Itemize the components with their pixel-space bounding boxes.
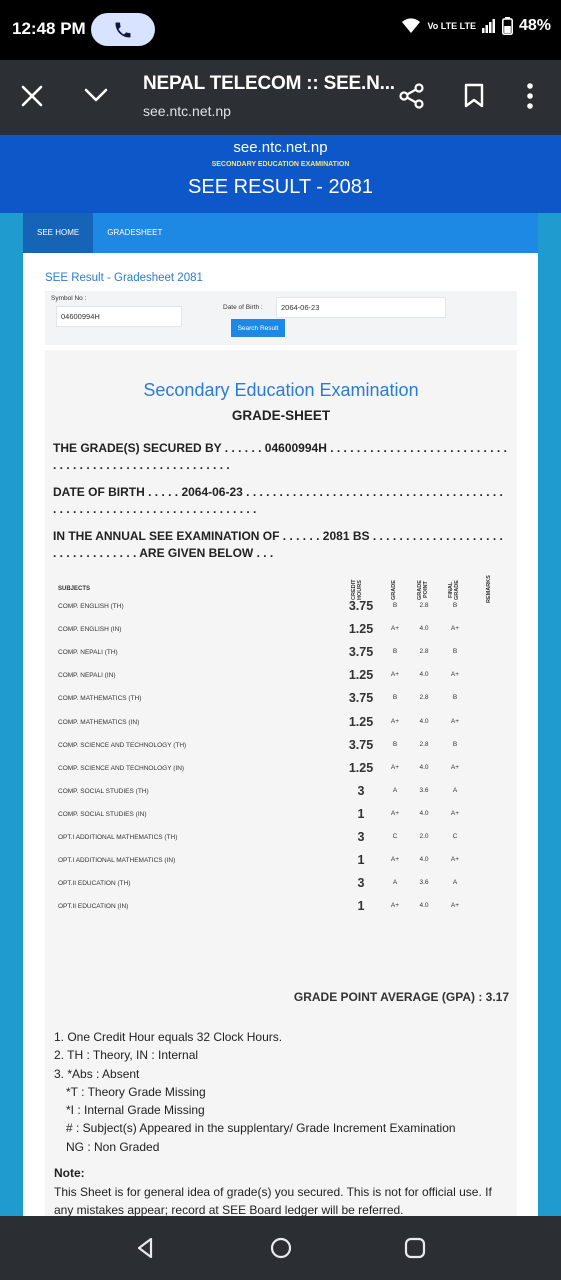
table-row — [45, 854, 517, 877]
grade-cell: A+ — [390, 625, 400, 633]
credit-hours-cell: 3.75 — [348, 599, 374, 613]
subject-cell: COMP. MATHEMATICS (IN) — [58, 718, 140, 726]
nav-see-home[interactable]: SEE HOME — [23, 213, 93, 253]
credit-hours-cell: 1 — [357, 853, 365, 868]
final-grade-cell: A — [452, 786, 458, 794]
table-row — [45, 900, 517, 923]
web-page — [0, 135, 561, 1216]
header-grade-point: GRADE POINT — [417, 580, 429, 600]
subject-cell: COMP. NEPALI (IN) — [58, 672, 116, 680]
grade-cell: A+ — [390, 902, 400, 910]
date-of-birth-line: DATE OF BIRTH . . . . . 2064-06-23 . . . . . . . . . . . . . . . . . . . . . . . . . . . . . . . . . . . . . . . . . . . . . . . . . . . . . . . . . . . . . . . . . . . . . . — [53, 485, 503, 516]
grade-cell: B — [392, 602, 398, 609]
final-grade-cell: A+ — [450, 625, 460, 633]
close-icon[interactable] — [20, 84, 44, 108]
table-row — [45, 716, 517, 739]
subject-cell: COMP. NEPALI (TH) — [58, 649, 118, 657]
grade-point-cell: 4.0 — [419, 717, 429, 725]
wifi-icon — [401, 18, 421, 34]
note-line: 2. TH : Theory, IN : Internal — [54, 1048, 199, 1063]
header-grade: GRADE — [391, 580, 397, 600]
grade-point-cell: 2.8 — [419, 648, 429, 656]
credit-hours-cell: 3 — [357, 876, 365, 891]
more-vert-icon[interactable] — [524, 82, 536, 110]
final-grade-cell: A+ — [450, 856, 460, 864]
grade-cell: B — [392, 740, 398, 748]
site-result-title: SEE RESULT - 2081 — [188, 176, 373, 198]
table-row — [45, 762, 517, 785]
table-row — [45, 623, 517, 646]
browser-toolbar — [0, 60, 561, 135]
grade-cell: A+ — [390, 856, 400, 864]
credit-hours-cell: 1 — [357, 899, 365, 914]
grade-cell: A+ — [390, 717, 400, 725]
search-form — [45, 291, 517, 345]
battery-icon — [502, 17, 513, 35]
note-line: NG : Non Graded — [66, 1139, 160, 1154]
site-domain: see.ntc.net.np — [233, 139, 328, 156]
credit-hours-cell: 1.25 — [348, 760, 374, 775]
note-line: 1. One Credit Hour equals 32 Clock Hours. — [54, 1030, 283, 1044]
grade-cell: B — [392, 694, 398, 702]
grade-cell: A+ — [390, 763, 400, 771]
subject-cell: COMP. SCIENCE AND TECHNOLOGY (TH) — [58, 741, 187, 749]
final-grade-cell: B — [452, 694, 458, 702]
grade-point-cell: 2.8 — [419, 694, 429, 702]
subject-cell: COMP. SOCIAL STUDIES (TH) — [58, 787, 149, 795]
grade-cell: B — [392, 648, 398, 656]
grade-point-cell: 2.8 — [419, 740, 429, 748]
table-row — [45, 785, 517, 808]
subject-cell: OPT.I ADDITIONAL MATHEMATICS (TH) — [58, 834, 178, 841]
table-row — [45, 600, 517, 623]
grade-cell: A — [392, 879, 398, 887]
table-row — [45, 669, 517, 692]
final-grade-cell: A+ — [450, 809, 460, 817]
home-icon[interactable] — [269, 1236, 293, 1260]
main-content — [23, 253, 538, 1216]
subject-cell: COMP. ENGLISH (IN) — [58, 626, 122, 634]
browser-page-title: NEPAL TELECOM :: SEE.N... — [143, 73, 395, 94]
disclaimer-text: This Sheet is for general idea of grade(s) you secured. This is not for official use. If any mistakes appear; record at SEE Board ledger will be referred. — [54, 1185, 492, 1216]
table-row — [45, 808, 517, 831]
share-icon[interactable] — [398, 82, 426, 110]
sheet-title: Secondary Education Examination — [143, 380, 419, 400]
final-grade-cell: B — [452, 740, 458, 748]
credit-hours-cell: 3.75 — [348, 737, 374, 752]
final-grade-cell: C — [452, 833, 458, 840]
dob-label: Date of Birth : — [223, 304, 263, 311]
grade-point-cell: 4.0 — [419, 763, 429, 771]
exam-year-line: IN THE ANNUAL SEE EXAMINATION OF . . . . . . 2081 BS . . . . . . . . . . . . . . . . . . . . . . . . . . . . . . . . . ARE GIVEN BELOW . . . — [53, 529, 503, 560]
credit-hours-cell: 1.25 — [348, 714, 374, 729]
symbol-number-input[interactable]: 04600994H — [56, 306, 182, 327]
battery-percent: 48% — [518, 17, 551, 34]
final-grade-cell: B — [452, 648, 458, 656]
table-row — [45, 831, 517, 854]
final-grade-cell: B — [452, 602, 458, 609]
network-type-label: Vo LTE LTE — [427, 20, 476, 31]
subject-cell: OPT.II EDUCATION (IN) — [58, 903, 129, 911]
final-grade-cell: A+ — [450, 671, 460, 679]
table-row — [45, 739, 517, 762]
note-line: *T : Theory Grade Missing — [66, 1084, 206, 1099]
grade-point-cell: 3.6 — [419, 786, 429, 794]
table-row — [45, 692, 517, 715]
phone-icon — [113, 20, 133, 40]
back-icon[interactable] — [134, 1236, 156, 1260]
note-line: 3. *Abs : Absent — [54, 1066, 140, 1081]
grade-point-cell: 4.0 — [419, 856, 429, 864]
table-row — [45, 877, 517, 900]
grade-sheet — [45, 350, 517, 1216]
credit-hours-cell: 3 — [357, 783, 365, 798]
symbol-label: Symbol No : — [51, 295, 87, 302]
header-credit-hours: CREDIT HOURS — [351, 579, 363, 601]
grade-secured-line: THE GRADE(S) SECURED BY . . . . . . 04600994H . . . . . . . . . . . . . . . . . . . . . . . . . . . . . . . . . . . . . . . . . . . . . . . . . . . . . . — [53, 441, 507, 472]
credit-hours-cell: 1.25 — [348, 622, 374, 637]
table-row — [45, 646, 517, 669]
grade-point-cell: 2.8 — [419, 602, 429, 609]
subject-cell: OPT.II EDUCATION (TH) — [58, 880, 131, 888]
recent-apps-icon[interactable] — [403, 1236, 427, 1260]
final-grade-cell: A+ — [450, 763, 460, 771]
grade-point-cell: 4.0 — [419, 671, 429, 679]
final-grade-cell: A+ — [450, 902, 460, 910]
bookmark-icon[interactable] — [463, 83, 485, 109]
status-indicators — [401, 17, 551, 35]
note-line: # : Subject(s) Appeared in the supplentary/ Grade Increment Examination — [66, 1121, 456, 1136]
credit-hours-cell: 3.75 — [348, 645, 374, 660]
grade-point-cell: 4.0 — [419, 625, 429, 633]
site-nav — [23, 213, 538, 253]
browser-url[interactable]: see.ntc.net.np — [143, 103, 231, 119]
site-header — [0, 135, 561, 213]
header-final-grade: FINAL GRADE — [448, 580, 460, 600]
credit-hours-cell: 3.75 — [348, 691, 374, 706]
nav-gradesheet[interactable]: GRADESHEET — [107, 228, 163, 237]
subject-cell: COMP. ENGLISH (TH) — [58, 603, 124, 610]
subject-cell: OPT.I ADDITIONAL MATHEMATICS (IN) — [58, 857, 176, 865]
note-line: *I : Internal Grade Missing — [66, 1103, 205, 1118]
grade-cell: A — [392, 786, 398, 794]
disclaimer-heading: Note: — [54, 1166, 85, 1180]
signal-icon — [482, 19, 496, 33]
status-time: 12:48 PM — [12, 19, 86, 38]
ongoing-call-chip[interactable] — [91, 13, 155, 46]
status-bar — [0, 0, 561, 60]
date-of-birth-input[interactable]: 2064-06-23 — [276, 297, 446, 318]
credit-hours-cell: 3 — [357, 830, 365, 844]
grade-point-cell: 4.0 — [419, 902, 429, 910]
search-result-button[interactable]: Search Result — [231, 319, 285, 337]
subject-cell: COMP. SCIENCE AND TECHNOLOGY (IN) — [58, 764, 185, 772]
sheet-subtitle: GRADE-SHEET — [231, 408, 331, 423]
grade-point-cell: 2.0 — [419, 833, 429, 840]
legend-notes — [54, 1028, 456, 1156]
grade-point-cell: 4.0 — [419, 809, 429, 817]
chevron-down-icon[interactable] — [83, 86, 109, 104]
final-grade-cell: A+ — [450, 717, 460, 725]
header-remarks: REMARKS — [486, 575, 492, 603]
subject-cell: COMP. SOCIAL STUDIES (IN) — [58, 810, 147, 818]
site-exam-name: SECONDARY EDUCATION EXAMINATION — [211, 161, 350, 168]
breadcrumb[interactable]: SEE Result - Gradesheet 2081 — [45, 272, 203, 284]
grade-point-cell: 3.6 — [419, 879, 429, 887]
gpa-summary: GRADE POINT AVERAGE (GPA) : 3.17 — [293, 990, 509, 1004]
grade-cell: A+ — [390, 671, 400, 679]
credit-hours-cell: 1 — [357, 806, 365, 821]
system-nav-bar — [0, 1216, 561, 1280]
final-grade-cell: A — [452, 879, 458, 887]
subject-cell: COMP. MATHEMATICS (TH) — [58, 695, 142, 703]
header-subjects: SUBJECTS — [58, 586, 91, 592]
credit-hours-cell: 1.25 — [348, 668, 374, 683]
grade-cell: C — [392, 833, 398, 840]
grade-cell: A+ — [390, 809, 400, 817]
